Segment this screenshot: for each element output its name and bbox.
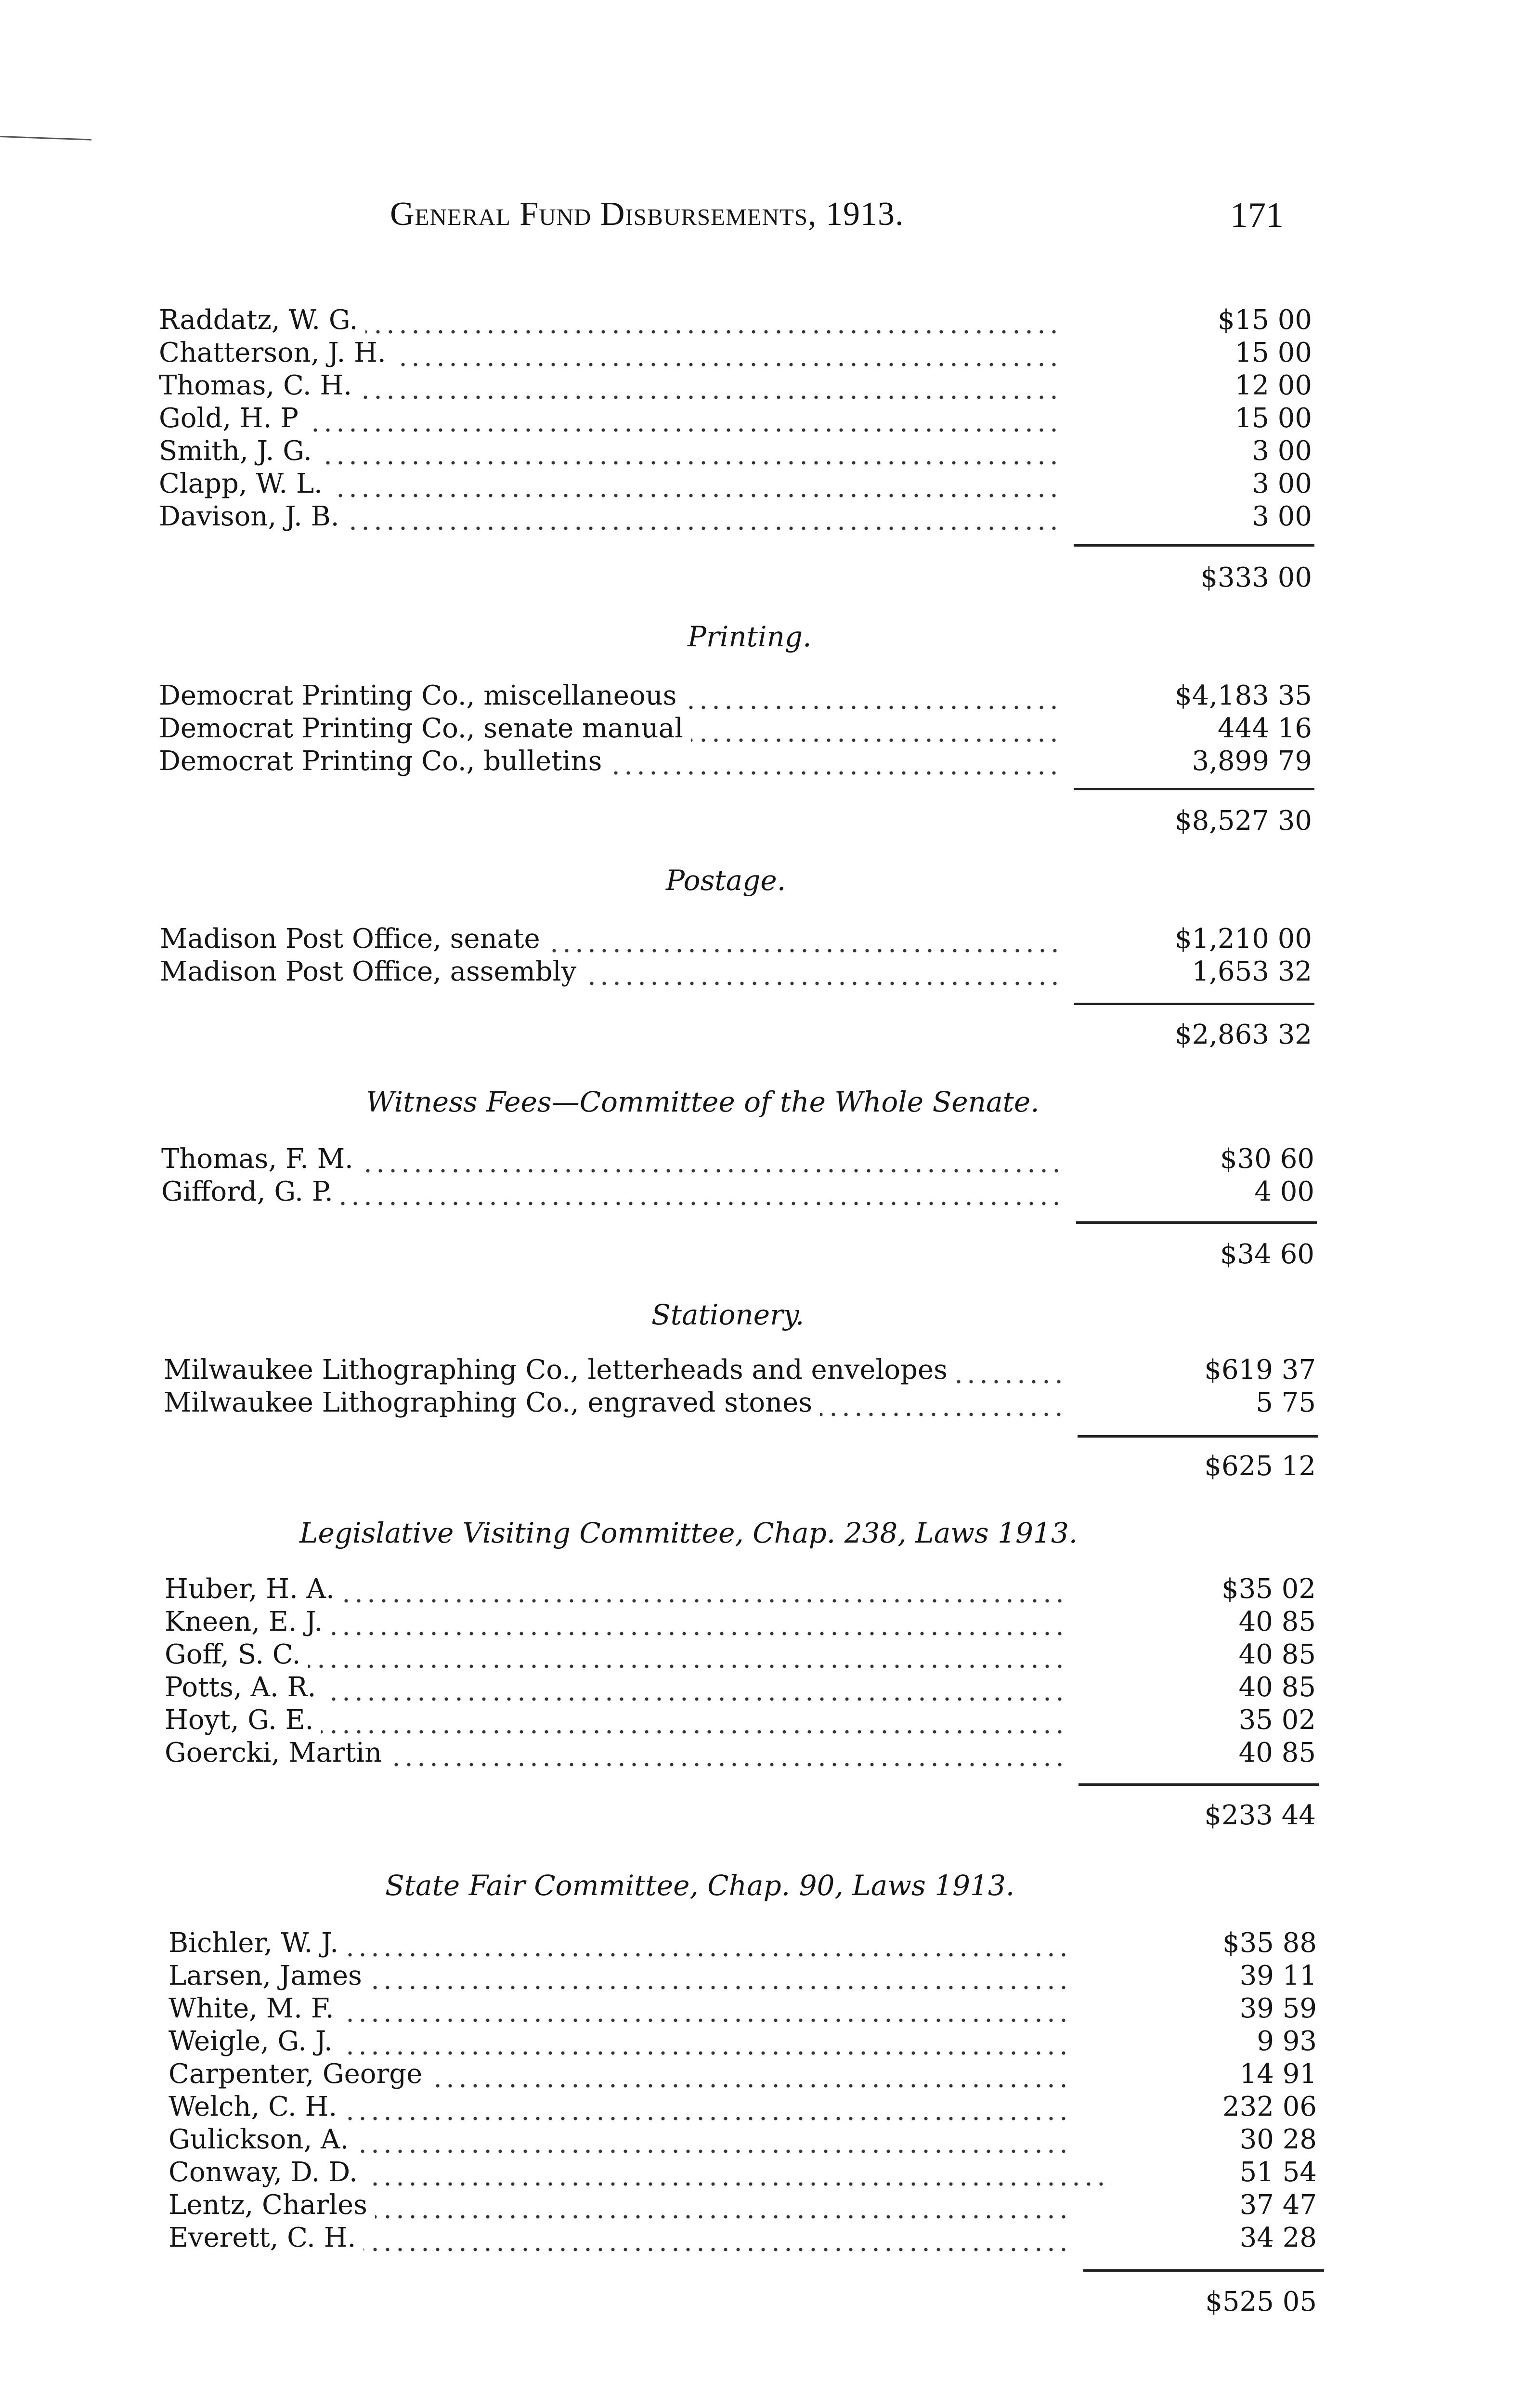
entry-name: Smith, J. G.: [159, 434, 1062, 468]
entry-amount: $4,183 35: [1174, 680, 1312, 711]
entry-name: Goff, S. C.: [165, 1638, 1070, 1672]
list-item: [0, 2156, 1533, 2189]
entry-amount: 40 85: [1238, 1639, 1316, 1670]
list-item: [0, 1638, 1533, 1672]
entry-amount: 3,899 79: [1192, 746, 1312, 777]
list-item: [0, 922, 1533, 956]
list-item: [0, 336, 1533, 370]
list-item: [0, 712, 1533, 746]
entry-amount: 40 85: [1238, 1606, 1316, 1637]
list-item: [0, 1926, 1533, 1960]
entry-amount: 51 54: [1239, 2157, 1317, 2188]
running-head: General Fund Disbursements, 1913.: [390, 196, 904, 233]
entry-name: Huber, H. A.: [165, 1572, 1070, 1606]
entry-name: Goercki, Martin: [165, 1736, 1070, 1770]
entry-amount: 35 02: [1238, 1704, 1316, 1736]
list-item: [0, 2123, 1533, 2157]
entry-amount: 34 28: [1239, 2222, 1317, 2253]
entry-name: Potts, A. R.: [165, 1671, 1070, 1704]
list-item: [0, 2057, 1533, 2091]
entry-amount: 39 11: [1239, 1960, 1317, 1991]
total-rule: [1078, 1435, 1318, 1438]
entry-name: Milwaukee Lithographing Co., letterheads and envelopes: [164, 1353, 1069, 1387]
entry-amount: $15 00: [1218, 304, 1312, 336]
entry-name: Thomas, C. H.: [159, 369, 1062, 403]
entry-amount: 40 85: [1238, 1737, 1316, 1768]
list-item: [0, 2090, 1533, 2124]
entry-name: Democrat Printing Co., bulletins: [159, 745, 1062, 778]
entry-amount: $30 60: [1220, 1143, 1314, 1175]
document-page: General Fund Disbursements, 1913. 171 Raddatz, W. G. $15 00 Chatterson, J. H. 15 00 Thomas, C. H. 12 00 Gold, H. P 15 00 Smith, J. G. 3 00 Clapp, W. L. 3 00 Davison, J. B. 3 00 $333 00 Printing. Democrat Printing Co., miscellaneous $4,183 35 Democrat Printing Co., senate manual 444 16 Democrat Printing Co., bulletins 3,899 79 $8,527 30 Postage. Madison Post Office, senate $1,210 00 Madison Post Office, assembly 1,653 32 $2,863 32 Witness Fees—Committee of the Whole Senate. Thomas, F. M. $30 60 Gifford, G. P. 4 00 $34 60 Stationery. Milwaukee Lithographing Co., letterheads and envelopes $619 37 Milwaukee Lithographing Co., engraved stones 5 75 $625 12 Legislative Visiting Committee, Chap. 238, Laws 1913. Huber, H. A. $35 02 Kneen, E. J. 40 85 Goff, S. C. 40 85 Potts, A. R. 40 85 Hoyt, G. E. 35 02 Goercki, Martin 40 85 $233 44 State Fair Committee, Chap. 90, Laws 1913. Bichler, W. J. $35 88 Larsen, James 39 11 White, M. F. 39 59 Weigle, G. J. 9 93 Carpenter, George 14 91 Welch, C. H. 232 06 Gulickson, A. 30 28 Conway, D. D. 51 54 Lentz, Charles 37 47 Everett, C. H. 34 28 $525 05: [0, 0, 1533, 2408]
list-item: [0, 1386, 1533, 1420]
entry-amount: 3 00: [1252, 435, 1312, 467]
entry-name: Gifford, G. P.: [161, 1175, 1064, 1209]
entry-amount: $1,210 00: [1174, 923, 1312, 955]
entry-name: Chatterson, J. H.: [159, 336, 1062, 370]
entry-name: Hoyt, G. E.: [165, 1703, 1070, 1737]
entry-name: Bichler, W. J.: [169, 1926, 1074, 1960]
total-rule: [1074, 544, 1314, 547]
list-item: [0, 2188, 1533, 2222]
list-item: [0, 369, 1533, 403]
total-rule: [1074, 788, 1314, 790]
total-rule: [1074, 1003, 1314, 1005]
list-item: [0, 2025, 1533, 2058]
entry-name: Everett, C. H.: [169, 2221, 1074, 2255]
list-item: [0, 1736, 1533, 1770]
entry-amount: 4 00: [1254, 1176, 1314, 1207]
entry-amount: 14 91: [1239, 2058, 1317, 2090]
section-total: $525 05: [1205, 2286, 1317, 2317]
entry-name: Madison Post Office, senate: [160, 922, 1062, 956]
entry-amount: 9 93: [1257, 2026, 1317, 2057]
list-item: [0, 1175, 1533, 1209]
entry-name: Gulickson, A.: [169, 2123, 1074, 2157]
total-rule: [1076, 1221, 1317, 1224]
list-item: [0, 1959, 1533, 1993]
list-item: [0, 679, 1533, 713]
list-item: [0, 467, 1533, 501]
entry-amount: 444 16: [1218, 713, 1312, 744]
list-item: [0, 402, 1533, 435]
entry-amount: $35 02: [1221, 1573, 1316, 1605]
entry-amount: 15 00: [1234, 403, 1312, 434]
entry-name: Davison, J. B.: [159, 500, 1062, 534]
list-item: [0, 1605, 1533, 1639]
entry-amount: 30 28: [1239, 2124, 1317, 2155]
entry-name: Kneen, E. J.: [165, 1605, 1070, 1639]
section-total: $625 12: [1204, 1451, 1316, 1482]
section-total: $2,863 32: [1174, 1019, 1312, 1050]
list-item: [0, 955, 1533, 989]
entry-amount: 39 59: [1239, 1993, 1317, 2024]
list-item: [0, 1703, 1533, 1737]
entry-name: Milwaukee Lithographing Co., engraved stones: [164, 1386, 1069, 1420]
entry-amount: 37 47: [1239, 2189, 1317, 2221]
list-item: [0, 1992, 1533, 2026]
scan-mark: [0, 136, 91, 141]
entry-name: Conway, D. D.: [169, 2156, 1112, 2189]
entry-name: Madison Post Office, assembly: [160, 955, 1062, 989]
entry-amount: 5 75: [1256, 1387, 1316, 1418]
section-total: $8,527 30: [1174, 805, 1312, 837]
list-item: [0, 500, 1533, 534]
entry-name: Thomas, F. M.: [161, 1142, 1064, 1176]
list-item: [0, 1572, 1533, 1606]
list-item: [0, 2221, 1533, 2255]
entry-amount: 3 00: [1252, 468, 1312, 499]
page-number: 171: [1230, 196, 1284, 235]
entry-amount: $35 88: [1222, 1927, 1317, 1959]
entry-name: Democrat Printing Co., miscellaneous: [159, 679, 1062, 713]
entry-name: Weigle, G. J.: [169, 2025, 1074, 2058]
list-item: [0, 1142, 1533, 1176]
entry-name: Raddatz, W. G.: [159, 303, 1062, 337]
entry-amount: 1,653 32: [1192, 956, 1312, 987]
entry-name: Carpenter, George: [169, 2057, 1074, 2091]
section-total: $34 60: [1220, 1239, 1314, 1270]
total-rule: [1083, 2269, 1324, 2272]
list-item: [0, 745, 1533, 778]
entry-amount: 15 00: [1234, 337, 1312, 368]
entry-amount: 3 00: [1252, 501, 1312, 532]
list-item: [0, 303, 1533, 337]
entry-name: Welch, C. H.: [169, 2090, 1074, 2124]
section-total: $233 44: [1204, 1800, 1316, 1831]
list-item: [0, 1671, 1533, 1704]
entry-name: Larsen, James: [169, 1959, 1074, 1993]
entry-amount: 40 85: [1238, 1672, 1316, 1703]
list-item: [0, 1353, 1533, 1387]
section-total: $333 00: [1200, 562, 1312, 593]
total-rule: [1078, 1783, 1319, 1786]
entry-amount: 12 00: [1234, 370, 1312, 401]
entry-name: Gold, H. P: [159, 402, 1062, 435]
entry-amount: $619 37: [1204, 1354, 1316, 1386]
list-item: [0, 434, 1533, 468]
entry-amount: 232 06: [1222, 2091, 1317, 2122]
entry-name: Democrat Printing Co., senate manual: [159, 712, 1062, 746]
entry-name: Clapp, W. L.: [159, 467, 1062, 501]
entry-name: Lentz, Charles: [169, 2188, 1074, 2222]
entry-name: White, M. F.: [169, 1992, 1074, 2026]
